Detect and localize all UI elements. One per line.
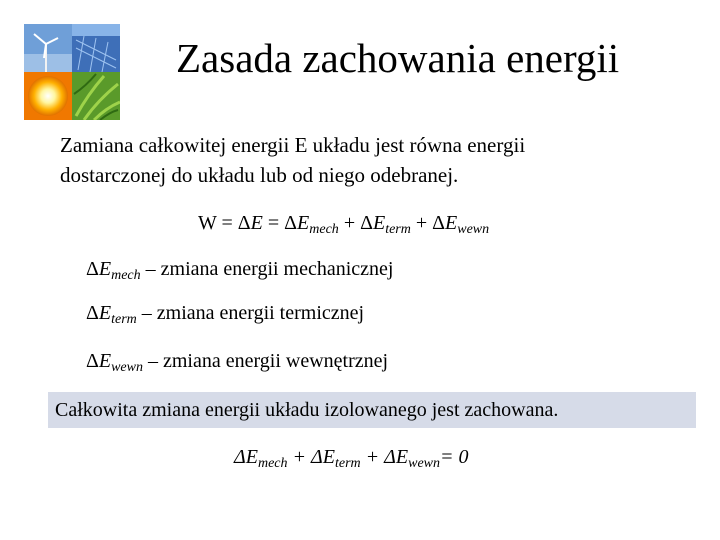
slide-title: Zasada zachowania energii xyxy=(176,35,620,81)
conservation-equation: $\Delta E_{mech} + \Delta E_{term} + \Delta E_{wewn}= 0$ xyxy=(234,446,469,471)
intro-line-2: dostarczonej do układu lub od niego odebranej. xyxy=(60,163,459,187)
energy-equation: $W = \Delta E = \Delta E_{mech} + \Delta E_{term} + \Delta E_{wewn}$ xyxy=(198,212,490,237)
conservation-statement: Całkowita zmiana energii układu izolowanego jest zachowana. xyxy=(48,392,696,428)
definition-mech: $\Delta E_{mech}$ – zmiana energii mechanicznej xyxy=(86,258,394,283)
intro-line-1: Zamiana całkowitej energii E układu jest równa energii xyxy=(60,133,526,157)
intro-paragraph xyxy=(60,130,525,190)
definition-wewn: $\Delta E_{wewn}$ – zmiana energii wewnętrznej xyxy=(86,350,389,375)
definition-term: $\Delta E_{term}$ – zmiana energii termicznej xyxy=(86,302,365,327)
renewable-energy-logo-icon xyxy=(24,24,120,120)
